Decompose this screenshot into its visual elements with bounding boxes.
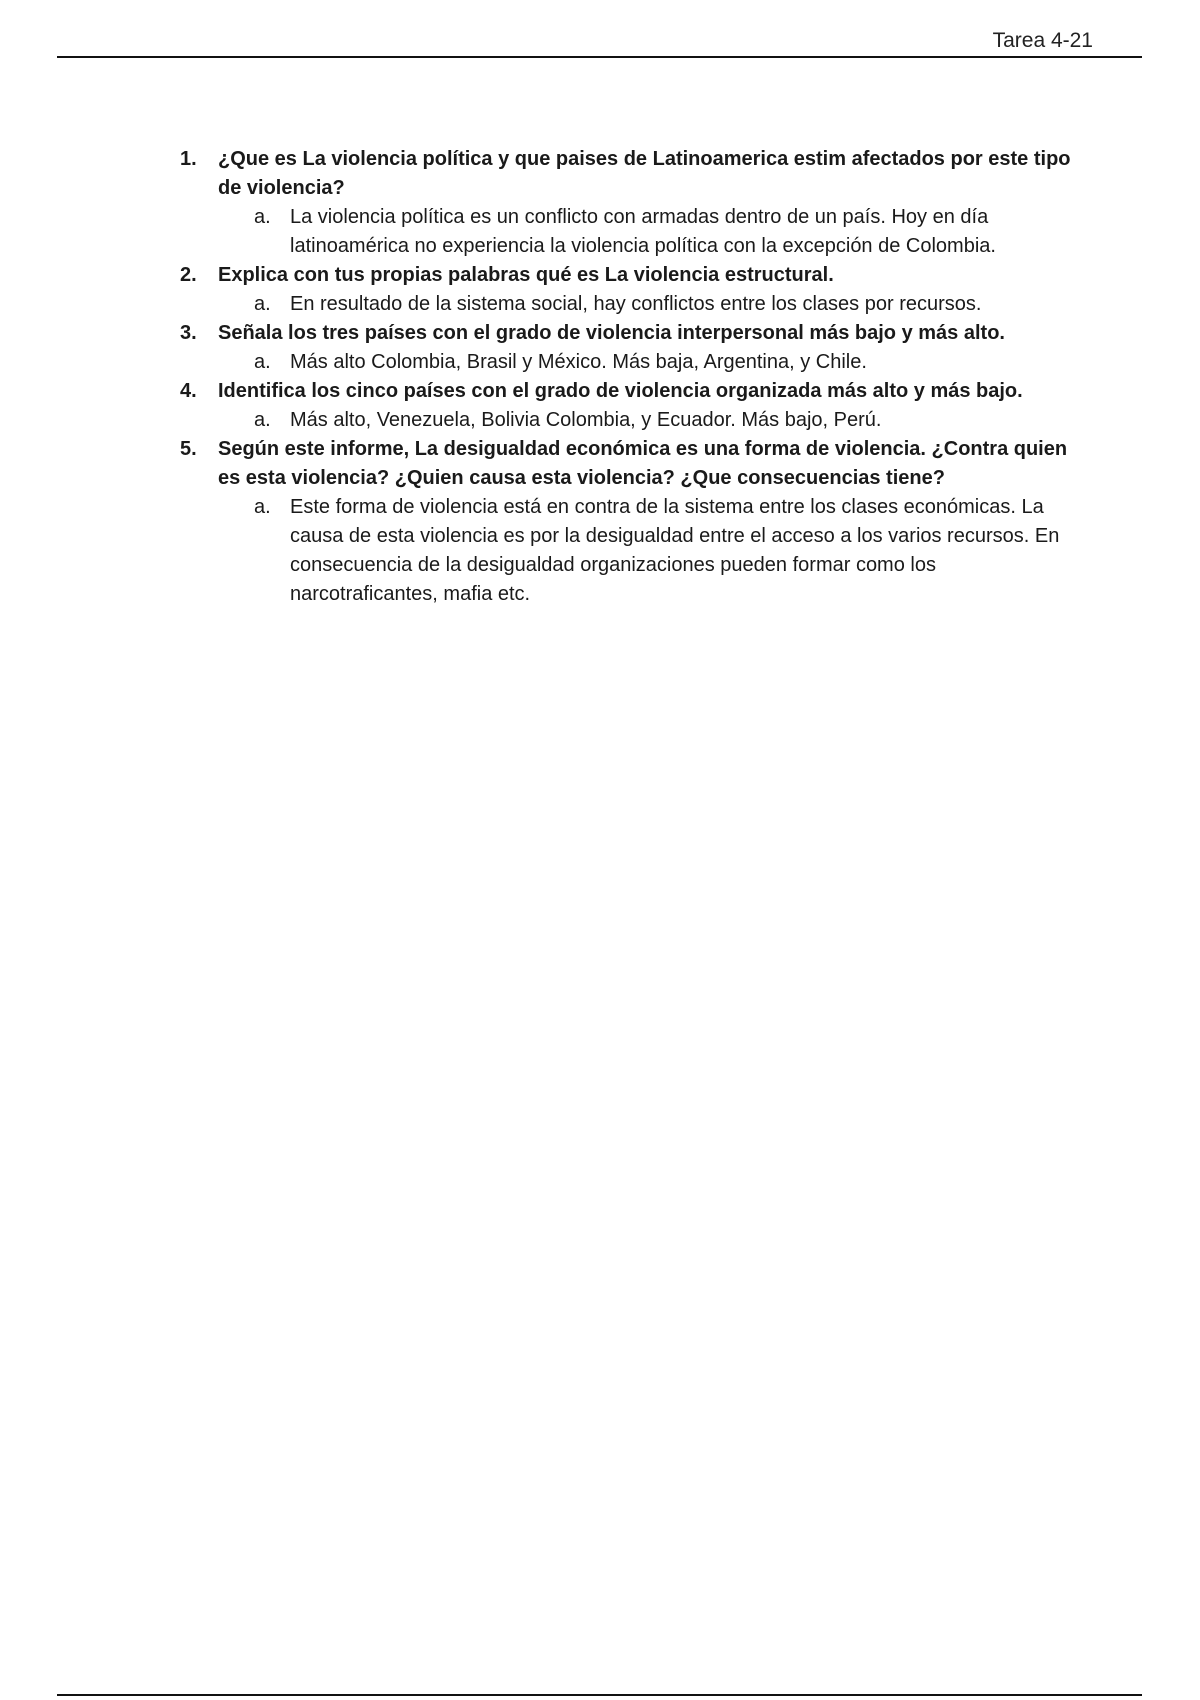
question-text: ¿Que es La violencia política y que paises de Latinoamerica estim afectados por este tipo de violencia?	[218, 148, 1071, 199]
answer-label: a.	[254, 496, 271, 518]
answer	[254, 203, 1080, 261]
question-text: Identifica los cinco países con el grado de violencia organizada más alto y más bajo.	[218, 380, 1023, 402]
question-text: Señala los tres países con el grado de violencia interpersonal más bajo y más alto.	[218, 322, 1005, 344]
list-item	[180, 377, 1080, 435]
answer	[254, 348, 1080, 377]
list-item	[180, 435, 1080, 609]
answer	[254, 406, 1080, 435]
list-item	[180, 145, 1080, 261]
answer-label: a.	[254, 409, 271, 431]
question-number: 2.	[180, 264, 197, 286]
answer-text: La violencia política es un conflicto con armadas dentro de un país. Hoy en día latinoamérica no experiencia la violencia política con la excepción de Colombia.	[290, 206, 996, 257]
page-header-title: Tarea 4-21	[992, 29, 1093, 52]
list-item	[180, 319, 1080, 377]
answer-text: Más alto, Venezuela, Bolivia Colombia, y Ecuador. Más bajo, Perú.	[290, 409, 882, 431]
question	[180, 261, 1080, 290]
question-list	[180, 145, 1080, 609]
header-divider	[57, 56, 1142, 58]
answer	[254, 290, 1080, 319]
answer-label: a.	[254, 351, 271, 373]
question	[180, 435, 1080, 493]
question-text: Según este informe, La desigualdad económica es una forma de violencia. ¿Contra quien es esta violencia? ¿Quien causa esta violencia? ¿Que consecuencias tiene?	[218, 438, 1068, 489]
footer-divider	[57, 1694, 1142, 1696]
answer-label: a.	[254, 206, 271, 228]
question	[180, 319, 1080, 348]
question	[180, 145, 1080, 203]
question	[180, 377, 1080, 406]
question-number: 3.	[180, 322, 197, 344]
question-text: Explica con tus propias palabras qué es La violencia estructural.	[218, 264, 834, 286]
answer-text: Este forma de violencia está en contra de la sistema entre los clases económicas. La causa de esta violencia es por la desigualdad entre el acceso a los varios recursos. En consecuencia de la desigualdad organizaciones pueden formar como los narcotraficantes, mafia etc.	[290, 496, 1060, 605]
question-number: 4.	[180, 380, 197, 402]
answer	[254, 493, 1080, 609]
question-number: 5.	[180, 438, 197, 460]
answer-label: a.	[254, 293, 271, 315]
answer-text: Más alto Colombia, Brasil y México. Más baja, Argentina, y Chile.	[290, 351, 867, 373]
question-number: 1.	[180, 148, 197, 170]
list-item	[180, 261, 1080, 319]
answer-text: En resultado de la sistema social, hay conflictos entre los clases por recursos.	[290, 293, 982, 315]
